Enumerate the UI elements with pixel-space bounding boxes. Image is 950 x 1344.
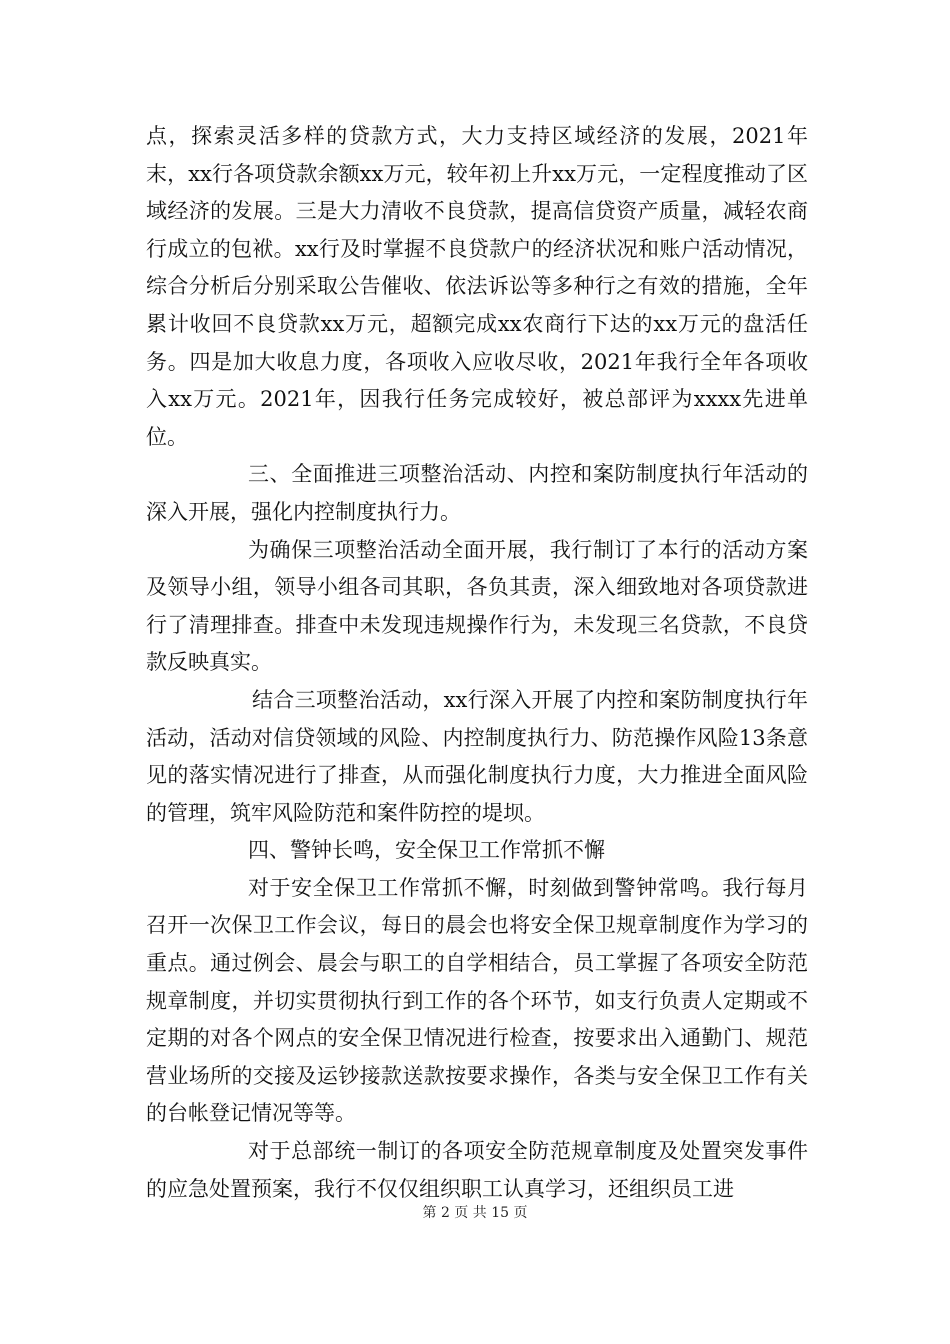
page-footer [0,1204,950,1222]
page-number: 第 2 页 共 15 页 [422,1205,528,1221]
paragraph-internal-control: 结合三项整治活动，xx行深入开展了内控和案防制度执行年活动，活动对信贷领域的风险、内控制度执行力、防范操作风险13条意见的落实情况进行了排查，从而强化制度执行力度，大力推进全面风险的管理，筑牢风险防范和案件防控的堤坝。 [146,687,808,825]
paragraph-loans-summary: 点，探索灵活多样的贷款方式，大力支持区域经济的发展，2021年末，xx行各项贷款余额xx万元，较年初上升xx万元，一定程度推动了区域经济的发展。三是大力清收不良贷款，提高信贷资产质量，减轻农商行成立的包袱。xx行及时掌握不良贷款户的经济状况和账户活动情况，综合分析后分别采取公告催收、依法诉讼等多种行之有效的措施，全年累计收回不良贷款xx万元，超额完成xx农商行下达的xx万元的盘活任务。四是加大收息力度，各项收入应收尽收，2021年我行全年各项收入xx万元。2021年，因我行任务完成较好，被总部评为xxxx先进单位。 [146,124,808,449]
paragraph-rectification: 为确保三项整治活动全面开展，我行制订了本行的活动方案及领导小组，领导小组各司其职，各负其责，深入细致地对各项贷款进行了清理排查。排查中未发现违规操作行为，未发现三名贷款，不良贷款反映真实。 [146,537,808,675]
paragraph-emergency-plan: 对于总部统一制订的各项安全防范规章制度及处置突发事件的应急处置预案，我行不仅仅组织职工认真学习，还组织员工进 [146,1139,808,1201]
section-heading-four: 四、警钟长鸣，安全保卫工作常抓不懈 [248,838,605,863]
document-body [146,118,808,1208]
paragraph-security-work: 对于安全保卫工作常抓不懈，时刻做到警钟常鸣。我行每月召开一次保卫工作会议，每日的晨会也将安全保卫规章制度作为学习的重点。通过例会、晨会与职工的自学相结合，员工掌握了各项安全防范规章制度，并切实贯彻执行到工作的各个环节，如支行负责人定期或不定期的对各个网点的安全保卫情况进行检查，按要求出入通勤门、规范营业场所的交接及运钞接款送款按要求操作，各类与安全保卫工作有关的台帐登记情况等等。 [146,875,808,1126]
section-heading-three: 三、全面推进三项整治活动、内控和案防制度执行年活动的深入开展，强化内控制度执行力。 [146,462,808,524]
